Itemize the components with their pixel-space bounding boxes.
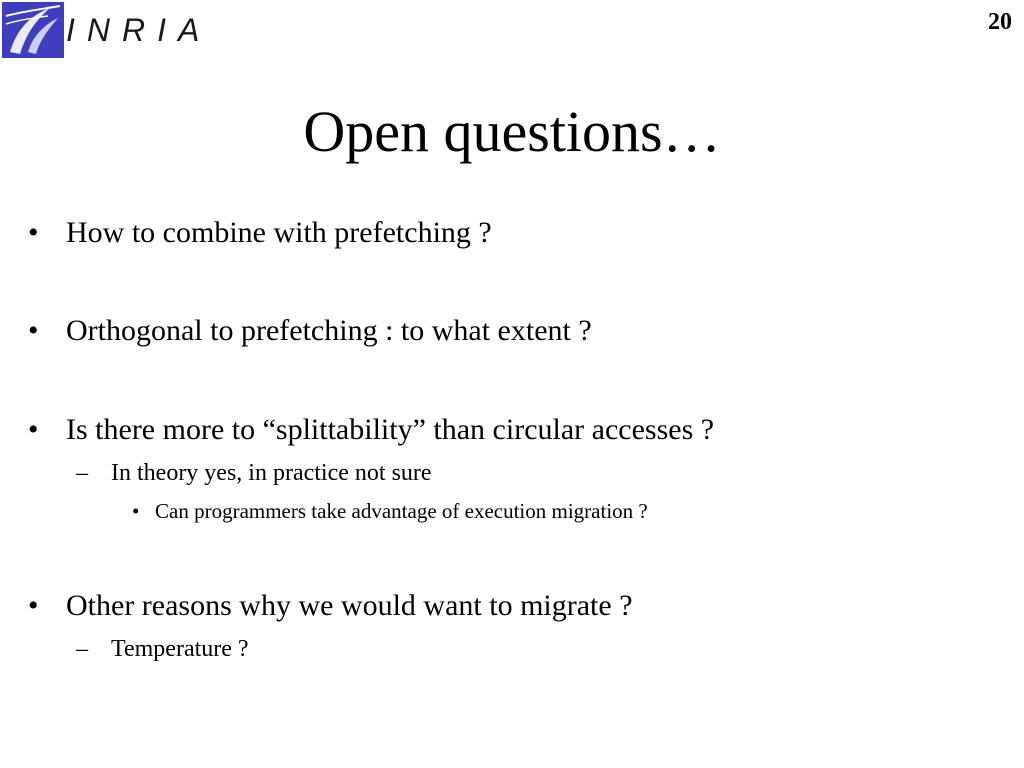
logo-wordmark: INRIA: [66, 12, 212, 48]
bullet-item: [28, 316, 592, 346]
bullet-text: Other reasons why we would want to migrate ?: [66, 589, 633, 622]
sub-sub-bullet-marker: •: [132, 499, 140, 523]
inria-logo: [0, 0, 230, 62]
slide-title: Open questions…: [303, 99, 721, 164]
bullet-marker: •: [28, 589, 39, 622]
bullet-text: How to combine with prefetching ?: [66, 216, 492, 249]
bullet-item: [28, 415, 714, 445]
bullet-marker: •: [28, 216, 39, 249]
bullet-marker: •: [28, 413, 39, 446]
bullet-item: [28, 591, 633, 621]
bullet-item: [28, 218, 492, 248]
bullet-text: Orthogonal to prefetching : to what extent ?: [66, 314, 592, 347]
sub-bullet-marker: –: [76, 460, 88, 486]
sub-bullet-item: [76, 637, 249, 661]
sub-sub-bullet-item: [132, 501, 648, 522]
sub-bullet-text: Temperature ?: [111, 636, 249, 662]
inria-logo-mark-icon: [2, 2, 64, 58]
sub-bullet-text: In theory yes, in practice not sure: [111, 460, 432, 486]
slide-number: 20: [988, 9, 1012, 35]
bullet-marker: •: [28, 314, 39, 347]
sub-sub-bullet-text: Can programmers take advantage of execution migration ?: [155, 499, 648, 523]
bullet-text: Is there more to “splittability” than circular accesses ?: [66, 413, 715, 446]
sub-bullet-marker: –: [76, 636, 88, 662]
sub-bullet-item: [76, 461, 432, 485]
